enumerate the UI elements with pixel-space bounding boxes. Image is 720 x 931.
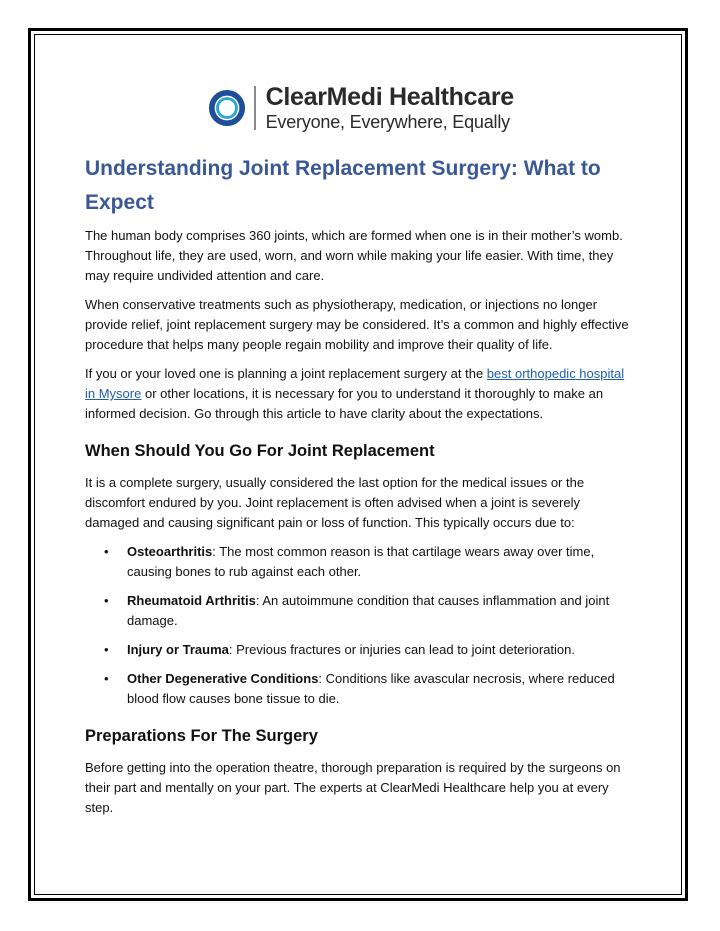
cause-description: : Previous fractures or injuries can lead to joint deterioration. — [228, 642, 575, 657]
intro-paragraph-2: When conservative treatments such as physiotherapy, medication, or injections no longer provide relief, joint replacement surgery may be considered. It’s a common and highly effective procedure that helps many people regain mobility and improve their quality of life. — [85, 297, 629, 352]
brand-logo — [85, 80, 637, 136]
section-preparations-paragraph: Before getting into the operation theatre, thorough preparation is required by the surgeons on their part and mentally on your part. The experts at ClearMedi Healthcare help you at every step. — [85, 760, 621, 815]
cause-term: Osteoarthritis — [127, 544, 213, 559]
section-heading-preparations: Preparations For The Surgery — [85, 727, 318, 745]
list-item — [85, 640, 637, 660]
cause-term: Rheumatoid Arthritis — [127, 593, 256, 608]
logo-name: ClearMedi Healthcare — [265, 83, 514, 111]
article-title: Understanding Joint Replacement Surgery: What to Expect — [85, 157, 601, 214]
intro-paragraph-1: The human body comprises 360 joints, which are formed when one is in their mother’s womb. Throughout life, they are used, worn, and worn while making your life easier. With time, they may require undivided attention and care. — [85, 228, 623, 283]
cause-description: : The most common reason is that cartilage wears away over time, causing bones to rub against each other. — [127, 544, 595, 579]
logo-divider — [254, 86, 256, 130]
intro-paragraph-3 — [85, 364, 637, 424]
hospital-link[interactable]: best orthopedic hospital in Mysore — [85, 366, 625, 401]
intro-p3-text-before: If you or your loved one is planning a joint replacement surgery at the — [85, 366, 487, 381]
bullet-icon: • — [104, 544, 109, 559]
logo-wordmark — [266, 85, 514, 131]
causes-list — [85, 542, 637, 709]
cause-term: Other Degenerative Conditions — [127, 671, 319, 686]
bullet-icon: • — [104, 593, 109, 608]
logo-tagline: Everyone, Everywhere, Equally — [265, 112, 510, 132]
document-body — [85, 80, 637, 827]
cause-term: Injury or Trauma — [127, 642, 229, 657]
list-item — [85, 591, 637, 631]
list-item — [85, 669, 637, 709]
bullet-icon: • — [104, 642, 109, 657]
intro-p3-text-after: or other locations, it is necessary for you to understand it thoroughly to make an informed decision. Go through this article to have clarity about the expectations. — [85, 386, 604, 421]
list-item — [85, 542, 637, 582]
bullet-icon: • — [104, 671, 109, 686]
logo-ring-icon — [208, 89, 246, 127]
section-when-paragraph: It is a complete surgery, usually considered the last option for the medical issues or the discomfort endured by you. Joint replacement is often advised when a joint is severely damaged and causing significant pain or loss of function. This typically occurs due to: — [85, 475, 585, 530]
cause-description: : Conditions like avascular necrosis, where reduced blood flow causes bone tissue to die. — [127, 671, 615, 706]
section-heading-when: When Should You Go For Joint Replacement — [85, 442, 435, 460]
cause-description: : An autoimmune condition that causes inflammation and joint damage. — [127, 593, 610, 628]
